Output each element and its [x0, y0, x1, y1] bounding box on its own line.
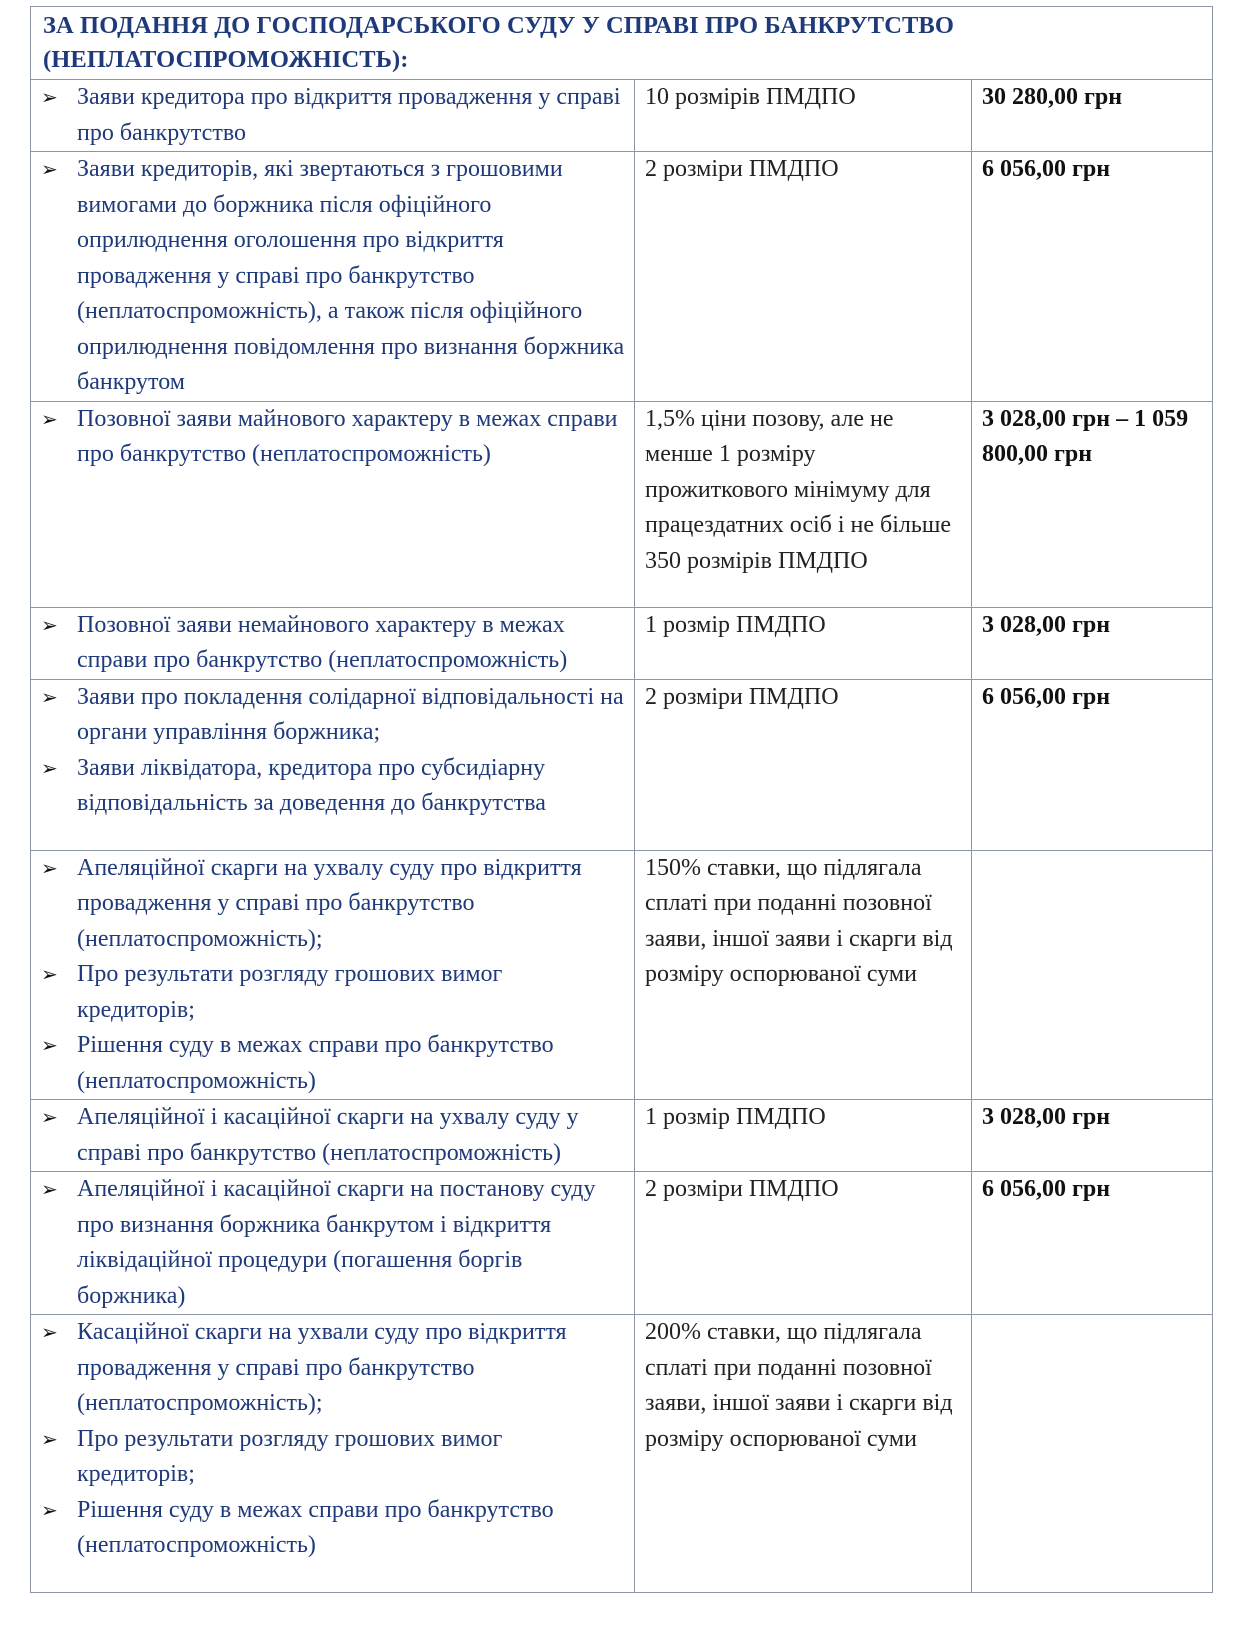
fee-amount-cell — [972, 850, 1213, 1100]
list-item — [37, 1172, 626, 1314]
fee-rate-cell: 2 розміри ПМДПО — [635, 1172, 972, 1315]
fee-description-cell — [31, 1100, 635, 1172]
fee-description-text: Позовної заяви майнового характеру в межах справи про банкрутство (неплатоспроможність) — [77, 405, 618, 467]
fee-description-cell — [31, 679, 635, 850]
fee-description-cell — [31, 80, 635, 152]
fee-description-text: Заяви про покладення солідарної відповідальності на органи управління боржника; — [77, 683, 624, 745]
fee-amount-cell: 6 056,00 грн — [972, 1172, 1213, 1315]
fee-rate-cell: 10 розмірів ПМДПО — [635, 80, 972, 152]
arrow-bullet-icon: ➢ — [41, 1320, 58, 1344]
table-row — [31, 80, 1213, 152]
fee-description-text: Касаційної скарги на ухвали суду про відкриття провадження у справі про банкрутство (неплатоспроможність); — [77, 1319, 567, 1416]
table-row — [31, 850, 1213, 1100]
fee-rate-cell: 1,5% ціни позову, але не менше 1 розміру прожиткового мінімуму для працездатних осіб і не більше 350 розмірів ПМДПО — [635, 401, 972, 607]
arrow-bullet-icon: ➢ — [41, 855, 58, 880]
fee-rate-cell: 2 розміри ПМДПО — [635, 679, 972, 850]
fee-description-text: Апеляційної і касаційної скарги на постанову суду про визнання боржника банкрутом і відкриття ліквідаційної процедури (погашення боргів боржника) — [77, 1176, 596, 1309]
arrow-bullet-icon: ➢ — [41, 1105, 58, 1129]
fee-description-cell — [31, 1315, 635, 1593]
list-item — [37, 1028, 626, 1099]
list-item — [37, 957, 626, 1028]
fee-rate-cell: 1 розмір ПМДПО — [635, 1100, 972, 1172]
table-row — [31, 1100, 1213, 1172]
fee-description-text: Рішення суду в межах справи про банкрутство (неплатоспроможність) — [77, 1032, 554, 1094]
list-item — [37, 1493, 626, 1564]
table-row — [31, 607, 1213, 679]
fee-description-text: Заяви ліквідатора, кредитора про субсидіарну відповідальність за доведення до банкрутства — [77, 754, 546, 816]
fee-description-text: Позовної заяви немайнового характеру в межах справи про банкрутство (неплатоспроможність) — [77, 611, 568, 673]
list-item — [37, 80, 626, 151]
table-title-row — [31, 7, 1213, 80]
fee-description-text: Рішення суду в межах справи про банкрутство (неплатоспроможність) — [77, 1496, 554, 1558]
arrow-bullet-icon: ➢ — [41, 1177, 58, 1201]
fee-amount-cell: 30 280,00 грн — [972, 80, 1213, 152]
court-fee-table — [30, 6, 1213, 1593]
fee-description-text: Заяви кредитора про відкриття провадження у справі про банкрутство — [77, 84, 621, 146]
table-row — [31, 1315, 1213, 1593]
fee-amount-cell: 6 056,00 грн — [972, 679, 1213, 850]
arrow-bullet-icon: ➢ — [41, 755, 58, 780]
arrow-bullet-icon: ➢ — [41, 157, 58, 181]
list-item — [37, 851, 626, 958]
fee-description-cell — [31, 607, 635, 679]
arrow-bullet-icon: ➢ — [41, 1426, 58, 1451]
table-title: ЗА ПОДАННЯ ДО ГОСПОДАРСЬКОГО СУДУ У СПРАВІ ПРО БАНКРУТСТВО (НЕПЛАТОСПРОМОЖНІСТЬ): — [31, 7, 1213, 80]
arrow-bullet-icon: ➢ — [41, 684, 58, 709]
arrow-bullet-icon: ➢ — [41, 612, 58, 637]
list-item — [37, 751, 626, 822]
list-item — [37, 608, 626, 679]
fee-rate-cell: 150% ставки, що підлягала сплаті при поданні позовної заяви, іншої заяви і скарги від розміру оспорюваної суми — [635, 850, 972, 1100]
fee-amount-cell: 3 028,00 грн — [972, 1100, 1213, 1172]
list-item — [37, 1100, 626, 1171]
fee-description-cell — [31, 1172, 635, 1315]
fee-description-cell — [31, 152, 635, 402]
fee-amount-cell: 6 056,00 грн — [972, 152, 1213, 402]
fee-description-text: Апеляційної і касаційної скарги на ухвалу суду у справі про банкрутство (неплатоспроможність) — [77, 1104, 579, 1166]
fee-rate-cell: 200% ставки, що підлягала сплаті при поданні позовної заяви, іншої заяви і скарги від розміру оспорюваної суми — [635, 1315, 972, 1593]
list-item — [37, 402, 626, 473]
table-row — [31, 401, 1213, 607]
list-item — [37, 152, 626, 401]
fee-description-text: Про результати розгляду грошових вимог кредиторів; — [77, 1425, 503, 1487]
fee-amount-cell: 3 028,00 грн — [972, 607, 1213, 679]
fee-description-text: Про результати розгляду грошових вимог кредиторів; — [77, 961, 503, 1023]
fee-description-cell — [31, 850, 635, 1100]
list-item — [37, 680, 626, 751]
arrow-bullet-icon: ➢ — [41, 1033, 58, 1057]
fee-amount-cell: 3 028,00 грн – 1 059 800,00 грн — [972, 401, 1213, 607]
list-item — [37, 1422, 626, 1493]
list-item — [37, 1315, 626, 1422]
arrow-bullet-icon: ➢ — [41, 962, 58, 986]
fee-rate-cell: 2 розміри ПМДПО — [635, 152, 972, 402]
fee-description-text: Заяви кредиторів, які звертаються з грошовими вимогами до боржника після офіційного оприлюднення оголошення про відкриття провадження у справі про банкрутство (неплатоспроможність), а також після офіційного оприлюднення повідомлення про визнання боржника банкрутом — [77, 156, 625, 395]
fee-amount-cell — [972, 1315, 1213, 1593]
arrow-bullet-icon: ➢ — [41, 1497, 58, 1522]
table-row — [31, 679, 1213, 850]
table-row — [31, 152, 1213, 402]
fee-rate-cell: 1 розмір ПМДПО — [635, 607, 972, 679]
fee-description-cell — [31, 401, 635, 607]
arrow-bullet-icon: ➢ — [41, 85, 58, 109]
arrow-bullet-icon: ➢ — [41, 406, 58, 431]
table-row — [31, 1172, 1213, 1315]
fee-description-text: Апеляційної скарги на ухвалу суду про відкриття провадження у справі про банкрутство (неплатоспроможність); — [77, 854, 582, 952]
